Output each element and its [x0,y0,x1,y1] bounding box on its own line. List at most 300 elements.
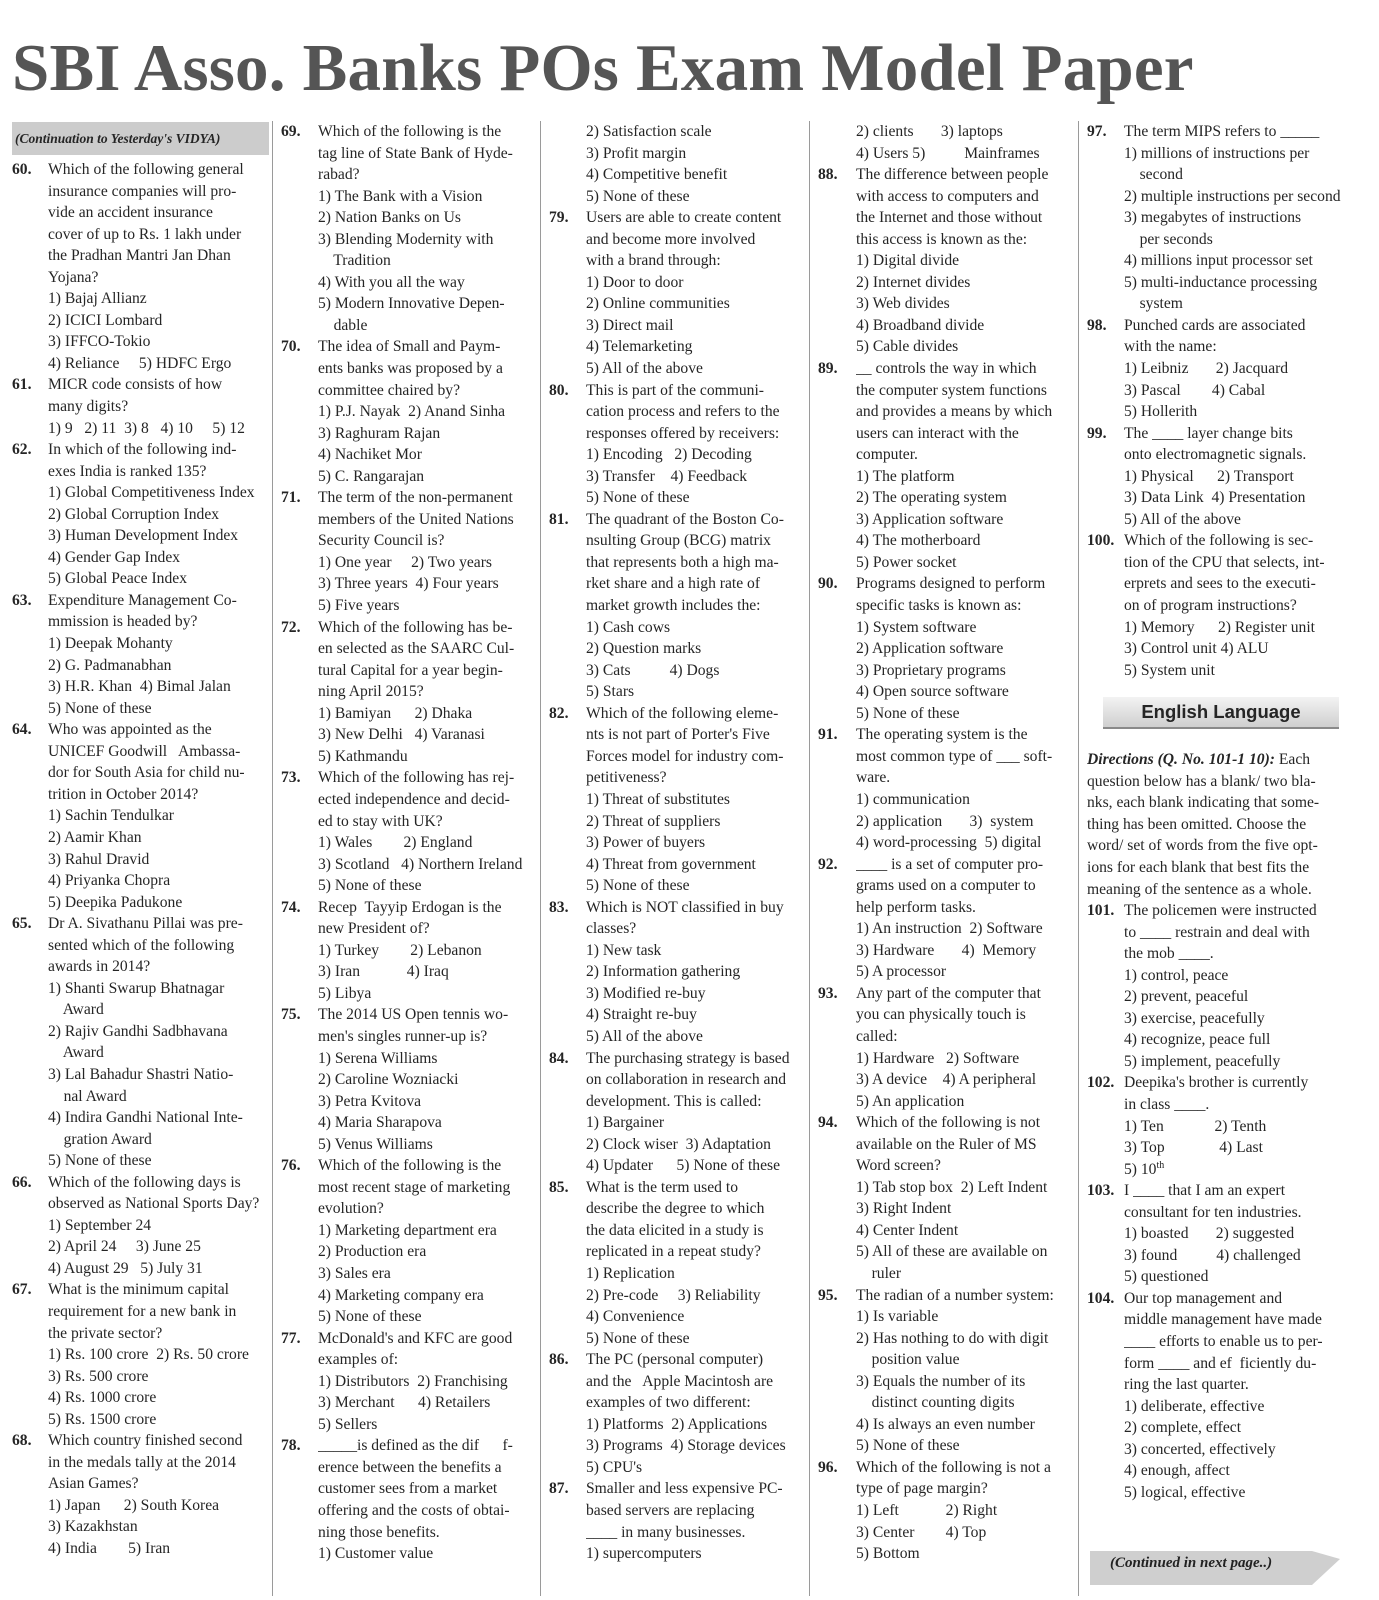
question-line: in the medals tally at the 2014 [48,1453,236,1471]
question-line: 5) Modern Innovative Depen- [318,295,505,313]
question-line: 1) Global Competitiveness Index [48,484,255,502]
question-line: 1) New task [586,941,662,959]
question-line: 5) Sellers [318,1415,378,1433]
question-line: Forces model for industry com- [586,747,784,765]
directions-line: ions for each blank that best fits the [1087,858,1310,876]
question-line: 1) Bamiyan 2) Dhaka [318,704,473,722]
question-line: 3) megabytes of instructions [1124,209,1302,227]
column-5-questions-top [1087,121,1345,681]
question-line: 5) Power socket [856,553,957,571]
question-body [48,1430,270,1559]
question-line: What is the term used to [586,1178,739,1196]
question-line: 3) Cats 4) Dogs [586,661,720,679]
question-line: with a brand through: [586,252,721,270]
question-number: 65. [12,915,32,933]
question-item [281,897,533,1005]
question-line: available on the Ruler of MS [856,1135,1037,1153]
question-item [549,509,803,703]
question-line: new President of? [318,920,430,938]
question-line: 5) None of these [856,704,960,722]
question-line: 4) Is always an even number [856,1415,1035,1433]
question-item [12,1279,270,1430]
question-item [281,767,533,896]
question-line: 4) Telemarketing [586,338,693,356]
question-line: 1) One year 2) Two years [318,553,492,571]
column-5-questions-bottom [1087,900,1345,1503]
question-item [818,724,1073,853]
question-line: 4) Open source software [856,683,1009,701]
column-divider [540,121,541,1596]
question-line: nal Award [48,1087,127,1105]
question-body [856,854,1073,983]
question-line: 1) Serena Williams [318,1049,438,1067]
question-line: 4) August 29 5) July 31 [48,1259,203,1277]
question-item [1087,900,1345,1072]
question-line: 3) found 4) challenged [1124,1246,1301,1264]
question-line: 2) Application software [856,640,1004,658]
question-item [549,1177,803,1349]
question-line: ____ in many businesses. [586,1523,746,1541]
question-line: 4) Competitive benefit [586,166,728,184]
question-number: 84. [549,1049,569,1067]
question-line: 4) Nachiket Mor [318,446,422,464]
question-number: 71. [281,489,301,507]
question-line: erence between the benefits a [318,1458,502,1476]
question-line: 5) Bottom [856,1545,920,1563]
question-body [586,1478,803,1564]
question-line: observed as National Sports Day? [48,1195,260,1213]
question-line: 3) Center 4) Top [856,1523,987,1541]
question-line: 4) Reliance 5) HDFC Ergo [48,354,232,372]
question-line: 1) Left 2) Right [856,1502,998,1519]
question-line: 3) Rahul Dravid [48,850,150,868]
question-line: classes? [586,920,637,938]
question-item [281,487,533,616]
question-line: Which is NOT classified in buy [586,898,784,916]
question-line: ruler [856,1264,902,1282]
question-line: 4) India 5) Iran [48,1540,171,1557]
question-line: the private sector? [48,1324,163,1342]
question-line: 3) Merchant 4) Retailers [318,1394,491,1412]
question-line: 1) Distributors 2) Franchising [318,1372,508,1390]
directions-line: Each [1274,751,1311,769]
question-number: 89. [818,360,838,378]
question-number: 70. [281,338,301,356]
question-line: 1) Deepak Mohanty [48,635,173,653]
question-item [549,121,803,207]
question-line: 4) Maria Sharapova [318,1114,442,1132]
question-line: awards in 2014? [48,958,151,976]
question-number: 68. [12,1432,32,1450]
question-line: ning April 2015? [318,683,424,701]
question-line: and the Apple Macintosh are [586,1372,774,1390]
question-item [281,1328,533,1436]
question-number: 82. [549,704,569,722]
question-line: 5) questioned [1124,1268,1209,1286]
question-line: 2) Pre-code 3) Reliability [586,1286,761,1304]
question-item [549,703,803,897]
question-line: 1) Ten 2) Tenth [1124,1117,1267,1135]
question-item [1087,423,1345,531]
question-line: 1) millions of instructions per [1124,144,1310,162]
question-line: 3) Data Link 4) Presentation [1124,489,1306,507]
question-line: the Pradhan Mantri Jan Dhan [48,247,231,265]
question-line: 5) Five years [318,597,400,615]
question-line: men's singles runner-up is? [318,1027,488,1045]
question-line: per seconds [1124,230,1213,248]
question-line: 2) Has nothing to do with digit [856,1329,1049,1347]
question-line: evolution? [318,1200,384,1218]
question-line: 1) Hardware 2) Software [856,1049,1020,1067]
question-line: The policemen were instructed [1124,902,1317,920]
question-body [586,1177,803,1349]
question-line: 1) Wales 2) England [318,834,473,852]
question-number: 66. [12,1173,32,1191]
question-line: 4) The motherboard [856,532,981,550]
question-line: 1) deliberate, effective [1124,1397,1265,1415]
question-line: examples of two different: [586,1394,751,1412]
column-divider [809,121,810,1596]
question-line: 5) None of these [318,877,422,895]
question-number: 63. [12,591,32,609]
question-number: 83. [549,898,569,916]
question-body [48,439,270,590]
question-item [818,358,1073,573]
question-number: 92. [818,855,838,873]
question-line: 3) exercise, peacefully [1124,1009,1265,1027]
question-line: Award [48,1044,104,1062]
question-number: 88. [818,166,838,184]
question-line: 5) Cable divides [856,338,959,356]
question-line: 3) Programs 4) Storage devices [586,1437,786,1455]
question-body [856,724,1073,853]
question-line: form ____ and ef ficiently du- [1124,1354,1317,1372]
question-line: 1) System software [856,618,977,636]
question-line: The term MIPS refers to _____ [1124,123,1320,140]
question-line: describe the degree to which [586,1200,765,1218]
question-line: 4) Threat from government [586,855,756,873]
question-body [48,1279,270,1430]
question-line: Yojana? [48,268,99,286]
question-number: 98. [1087,316,1107,334]
question-line: 1) Japan 2) South Korea [48,1496,220,1514]
question-line: 5) None of these [48,699,152,717]
question-number: 100. [1087,532,1115,550]
question-line: 2) clients 3) laptops [856,123,1003,140]
question-line: 3) New Delhi 4) Varanasi [318,726,485,744]
question-number: 99. [1087,424,1107,442]
question-body [48,1172,270,1280]
question-line: dable [318,316,368,334]
question-line: Which of the following days is [48,1173,241,1191]
question-number: 62. [12,441,32,459]
question-body [856,983,1073,1112]
question-line: 4) Users 5) Mainframes [856,144,1040,162]
question-line: The difference between people [856,166,1049,184]
question-line: 4) Marketing company era [318,1286,484,1304]
question-line: requirement for a new bank in [48,1302,237,1320]
question-line: 3) Control unit 4) ALU [1124,640,1269,658]
question-number: 80. [549,381,569,399]
question-line: grams used on a computer to [856,877,1036,895]
question-line: the computer system functions [856,381,1047,399]
question-line: 5) None of these [48,1152,152,1170]
question-line: __ controls the way in which [856,360,1037,378]
question-line: onto electromagnetic signals. [1124,446,1307,464]
question-line: tural Capital for a year begin- [318,661,503,679]
question-line: 3) Profit margin [586,144,687,162]
question-number: 60. [12,161,32,178]
question-line: and become more involved [586,230,756,248]
question-line: exes India is ranked 135? [48,462,207,480]
question-line: 3) Human Development Index [48,527,239,545]
question-line: 5) CPU's [586,1458,643,1476]
question-item [12,913,270,1172]
question-item [12,719,270,913]
question-line: ring the last quarter. [1124,1376,1249,1394]
question-body [856,1112,1073,1284]
question-item [818,573,1073,724]
question-number: 61. [12,376,32,394]
question-line: based servers are replacing [586,1502,755,1519]
question-line: petitiveness? [586,769,667,787]
question-line: 5) Stars [586,683,635,701]
question-line: 5) None of these [586,489,690,507]
question-line: trition in October 2014? [48,785,199,803]
question-line: 1) Bargainer [586,1114,665,1132]
question-item [12,590,270,719]
question-number: 75. [281,1006,301,1024]
question-body [856,1457,1073,1565]
question-line: Security Council is? [318,532,445,550]
question-line: type of page margin? [856,1480,988,1498]
question-number: 94. [818,1114,838,1132]
question-line: 5) multi-inductance processing [1124,273,1318,291]
question-body [318,1155,533,1327]
question-item [549,1478,803,1564]
question-line: Dr A. Sivathanu Pillai was pre- [48,915,243,933]
question-line: ware. [856,769,891,787]
question-line: cation process and refers to the [586,403,780,421]
question-number: 96. [818,1458,838,1476]
question-line: 4) Gender Gap Index [48,548,181,566]
question-line: 1) Cash cows [586,618,671,636]
question-item [818,121,1073,164]
question-line: 5) None of these [318,1308,422,1326]
column-3 [549,121,803,1565]
question-line: market growth includes the: [586,597,761,615]
question-item [818,164,1073,358]
question-body [1124,900,1345,1072]
question-line: 3) Blending Modernity with [318,230,494,248]
question-line: 5) Venus Williams [318,1135,433,1153]
question-body [586,121,803,207]
question-body [48,913,270,1172]
question-line: In which of the following ind- [48,441,237,459]
question-line: 5) A processor [856,963,947,981]
question-line: Expenditure Management Co- [48,591,237,609]
question-line: 3) Iran 4) Iraq [318,963,449,981]
question-line: 5) All of these are available on [856,1243,1048,1261]
question-line: 3) Raghuram Rajan [318,424,441,442]
question-line: 1) control, peace [1124,966,1229,984]
question-line: The 2014 US Open tennis wo- [318,1006,509,1024]
question-line: 1) September 24 [48,1216,152,1234]
question-number: 97. [1087,123,1107,140]
question-body [1124,1180,1345,1288]
question-number: 81. [549,510,569,528]
question-line: 1) The platform [856,467,955,485]
question-line: 1) Platforms 2) Applications [586,1415,768,1433]
question-line: 4) Convenience [586,1308,685,1326]
question-line: 1) Digital divide [856,252,960,270]
question-line: 3) Hardware 4) Memory [856,941,1037,959]
question-item [281,617,533,768]
question-line: 2) The operating system [856,489,1007,507]
question-line: 1) Sachin Tendulkar [48,807,174,825]
question-line: Punched cards are associated [1124,316,1306,334]
question-body [1124,315,1345,423]
question-line: 4) enough, affect [1124,1462,1230,1480]
question-line: 1) communication [856,790,970,808]
superscript: th [1156,1159,1165,1171]
question-line: Which country finished second [48,1432,243,1450]
question-line: 3) Right Indent [856,1200,952,1218]
question-line: The operating system is the [856,726,1028,744]
directions-line: meaning of the sentence as a whole. [1087,880,1312,898]
question-body [1124,530,1345,681]
question-line: 2) Information gathering [586,963,741,981]
question-body [318,617,533,768]
question-line: 3) Petra Kvitova [318,1092,422,1110]
directions-line: nks, each blank indicating that some- [1087,794,1320,812]
question-line: the mob ____. [1124,945,1214,963]
question-line: 2) Threat of suppliers [586,812,721,830]
question-line: 3) concerted, effectively [1124,1440,1276,1458]
question-line: 2) Global Corruption Index [48,505,220,523]
question-line: 1) Encoding 2) Decoding [586,446,752,464]
question-line: 5) Libya [318,984,372,1002]
question-line: second [1124,166,1183,184]
question-line: 5) All of the above [586,360,703,378]
question-line: rabad? [318,166,360,184]
question-line: ____ is a set of computer pro- [856,855,1044,873]
question-item [549,897,803,1048]
question-line: 2) G. Padmanabhan [48,656,172,674]
question-line: replicated in a repeat study? [586,1243,761,1261]
question-item [1087,1180,1345,1288]
question-line: The radian of a number system: [856,1286,1054,1304]
question-line: 1) Physical 2) Transport [1124,467,1294,485]
question-line: 3) Kazakhstan [48,1518,138,1536]
continuation-banner: (Continuation to Yesterday's VIDYA) [12,122,269,155]
question-line: Award [48,1001,104,1019]
question-number: 101. [1087,902,1115,920]
question-line: with the name: [1124,338,1217,356]
question-item [12,159,270,374]
column-1-questions [12,159,270,1560]
question-number: 69. [281,123,301,140]
question-body [586,380,803,509]
question-line: 3) Pascal 4) Cabal [1124,381,1266,399]
question-line: Who was appointed as the [48,721,212,739]
question-line: most common type of ___ soft- [856,747,1053,765]
question-item [1087,315,1345,423]
question-item [549,207,803,379]
question-item [818,1112,1073,1284]
column-4-questions [818,121,1073,1565]
question-line: 4) recognize, peace full [1124,1031,1271,1049]
question-line: 2) Question marks [586,640,702,658]
question-line: 4) word-processing 5) digital [856,834,1042,852]
column-divider [272,121,273,1596]
question-number: 79. [549,209,569,227]
question-line: 5) Hollerith [1124,403,1198,421]
question-line: Which of the following is not a [856,1458,1051,1476]
question-item [1087,1288,1345,1503]
question-line: responses offered by receivers: [586,424,780,442]
question-line: 3) Three years 4) Four years [318,575,499,593]
question-body [1124,121,1345,315]
question-body [586,897,803,1048]
question-line: 2) Internet divides [856,273,971,291]
question-item [281,1004,533,1155]
question-line: 5) An application [856,1092,965,1110]
question-body [1124,423,1345,531]
question-line: 3) Scotland 4) Northern Ireland [318,855,523,873]
question-line: 1) Customer value [318,1545,434,1563]
question-line: Users are able to create content [586,209,782,227]
question-line: insurance companies will pro- [48,182,237,200]
question-number: 73. [281,769,301,787]
question-line: 1) 9 2) 11 3) 8 4) 10 5) 12 [48,419,245,437]
question-line: 5) Rs. 1500 crore [48,1410,157,1428]
question-body [318,897,533,1005]
column-5 [1087,121,1345,1503]
question-line: 3) Sales era [318,1264,391,1282]
question-number: 90. [818,575,838,593]
question-item [818,1285,1073,1457]
question-number: 64. [12,721,32,739]
question-line: 2) Nation Banks on Us [318,209,461,227]
question-line: specific tasks is known as: [856,597,1022,615]
question-line: 3) Application software [856,510,1004,528]
question-line: Word screen? [856,1157,941,1175]
question-line: 5) None of these [586,877,690,895]
question-line: ning those benefits. [318,1523,440,1541]
question-body [856,1285,1073,1457]
question-line: 5) Deepika Padukone [48,893,183,911]
question-line: The PC (personal computer) [586,1351,764,1369]
question-line: Which of the following is not [856,1114,1041,1132]
question-line: tion of the CPU that selects, int- [1124,553,1325,571]
directions-label: Directions (Q. No. 101-1 10): [1087,751,1275,769]
question-line: 3) IFFCO-Tokio [48,333,151,351]
question-item [1087,530,1345,681]
column-2-questions [281,121,533,1565]
question-body [48,374,270,439]
question-body [586,207,803,379]
question-line: Which of the following is sec- [1124,532,1314,550]
question-line: 2) Production era [318,1243,427,1261]
question-line: 3) Equals the number of its [856,1372,1026,1390]
question-line: vide an accident insurance [48,204,213,222]
question-item [549,1048,803,1177]
question-line: What is the minimum capital [48,1281,230,1299]
question-body [318,1435,533,1564]
question-line: on collaboration in research and [586,1071,787,1089]
question-line: 5) implement, peacefully [1124,1052,1281,1070]
